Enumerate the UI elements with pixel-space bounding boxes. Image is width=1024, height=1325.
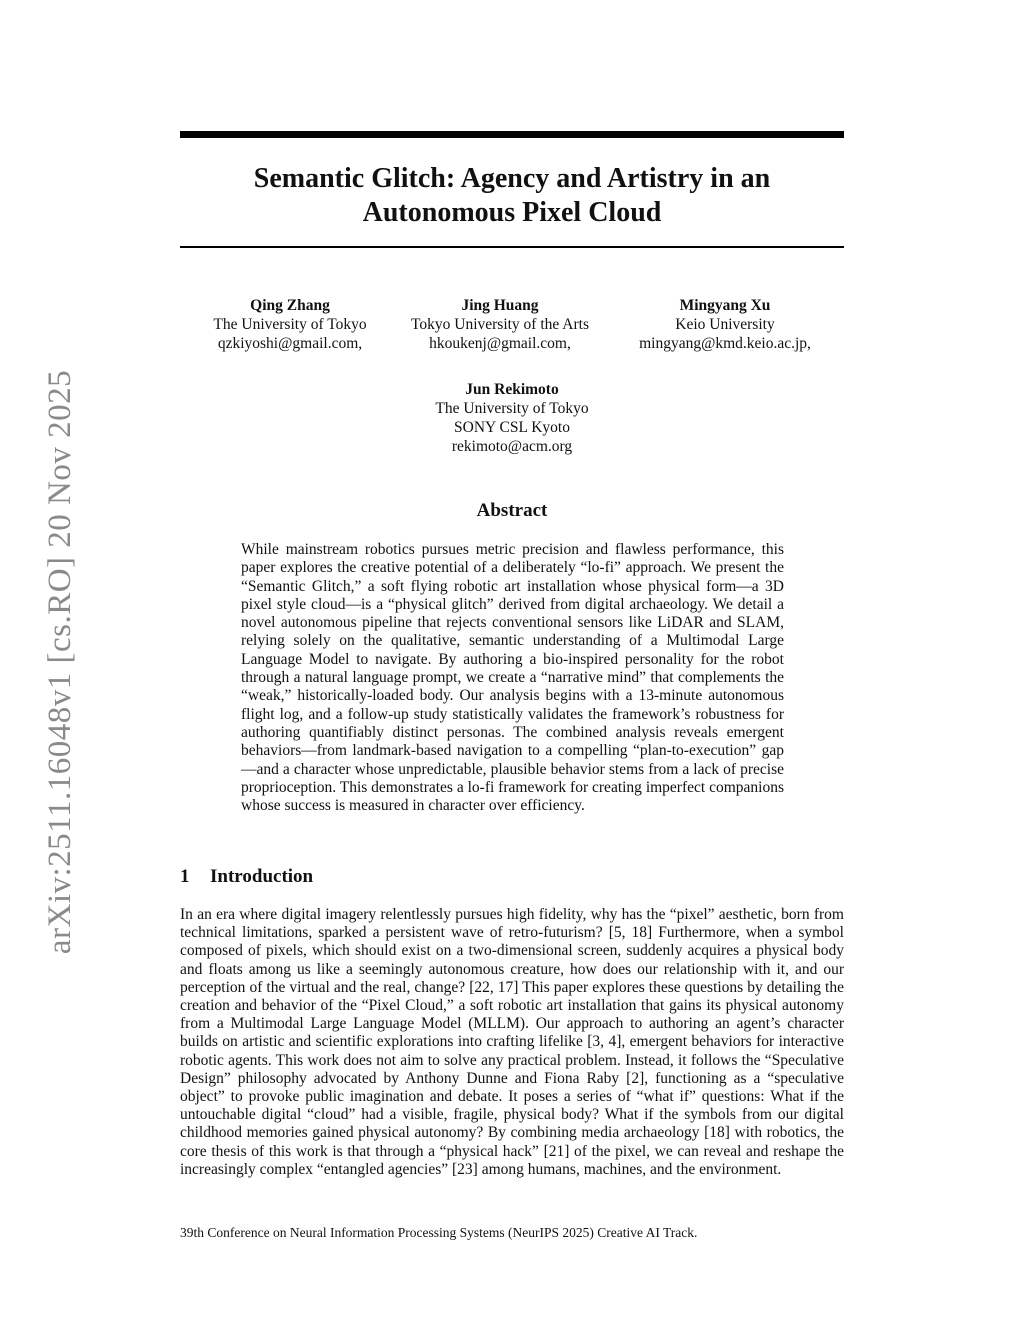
author-affiliation: SONY CSL Kyoto xyxy=(454,419,570,436)
author-block xyxy=(615,296,835,353)
author-name: Qing Zhang xyxy=(250,297,330,314)
author-block xyxy=(400,296,600,353)
author-block xyxy=(412,380,612,456)
author-email: mingyang@kmd.keio.ac.jp, xyxy=(639,335,811,352)
conference-footnote: 39th Conference on Neural Information Processing Systems (NeurIPS 2025) Creative AI Track. xyxy=(180,1225,698,1240)
author-email: qzkiyoshi@gmail.com, xyxy=(217,335,363,352)
section-heading xyxy=(180,866,313,888)
author-affiliation: The University of Tokyo xyxy=(435,400,589,417)
author-email: hkoukenj@gmail.com, xyxy=(429,335,571,352)
abstract-text: While mainstream robotics pursues metric precision and flawless performance, this paper explores the creative potential of a deliberately “lo-fi” approach. We present the “Semantic Glitch,” a soft flying robotic art installation whose physical form—a 3D pixel style cloud—is a “physical glitch” derived from digital archaeology. We detail a novel autonomous pipeline that rejects conventional sensors like LiDAR and SLAM, relying solely on the qualitative, semantic understanding of a Multimodal Large Language Model to navigate. By authoring a bio-inspired personality for the robot through a natural language prompt, we create a “narrative mind” that complements the “weak,” historically-loaded body. Our analysis begins with a 13-minute autonomous flight log, and a follow-up study statistically validates the framework’s robustness for authoring quantifiably distinct personas. The combined analysis reveals emergent behaviors—from landmark-based navigation to a compelling “plan-to-execution” gap—and a character whose unpredictable, plausible behavior stems from a lack of precise proprioception. This demonstrates a lo-fi framework for creating imperfect companions whose success is measured in character over efficiency. xyxy=(241,541,784,815)
introduction-text: In an era where digital imagery relentlessly pursues high fidelity, why has the “pixel” aesthetic, born from technical limitations, sparked a persistent wave of retro-futurism? [5, 18] Furthermore, when a symbol composed of pixels, which should exist on a two-dimensional screen, suddenly acquires a physical body and floats among us like a seemingly autonomous creature, how does our relationship with it, and our perception of the virtual and the real, change? [22, 17] This paper explores these questions by detailing the creation and behavior of the “Pixel Cloud,” a soft robotic art installation that gains its physical autonomy from a Multimodal Large Language Model (MLLM). Our approach to authoring an agent’s character builds on artistic and scientific explorations into crafting lifelike [3, 4], emergent behaviors for interactive robotic agents. This work does not aim to solve any practical problem. Instead, it follows the “Speculative Design” philosophy advocated by Anthony Dunne and Fiona Raby [2], functioning as a “speculative object” to provoke public imagination and debate. It poses a series of “what if” questions: What if the untouchable digital “cloud” had a visible, fragile, physical body? What if the symbols from our digital childhood memories gained physical autonomy? By combining media archaeology [18] with robotics, the core thesis of this work is that through a “physical hack” [21] of the pixel, we can reveal and reshape the increasingly complex “entangled agencies” [23] among humans, machines, and the environment. xyxy=(180,906,844,1178)
author-name: Jun Rekimoto xyxy=(465,381,559,398)
section-number: 1 xyxy=(180,866,190,887)
title-top-rule xyxy=(180,131,844,138)
author-name: Mingyang Xu xyxy=(679,297,771,314)
section-title: Introduction xyxy=(210,866,314,887)
author-affiliation: The University of Tokyo xyxy=(213,316,367,333)
arxiv-identifier: arXiv:2511.16048v1 [cs.RO] 20 Nov 2025 xyxy=(42,369,78,955)
author-block xyxy=(190,296,390,353)
abstract-heading: Abstract xyxy=(476,500,548,521)
author-email: rekimoto@acm.org xyxy=(451,438,573,455)
paper-title: Semantic Glitch: Agency and Artistry in an Autonomous Pixel Cloud xyxy=(253,163,771,228)
author-name: Jing Huang xyxy=(461,297,539,314)
author-affiliation: Tokyo University of the Arts xyxy=(410,316,589,333)
author-affiliation: Keio University xyxy=(675,316,775,333)
title-bottom-rule xyxy=(180,246,844,248)
